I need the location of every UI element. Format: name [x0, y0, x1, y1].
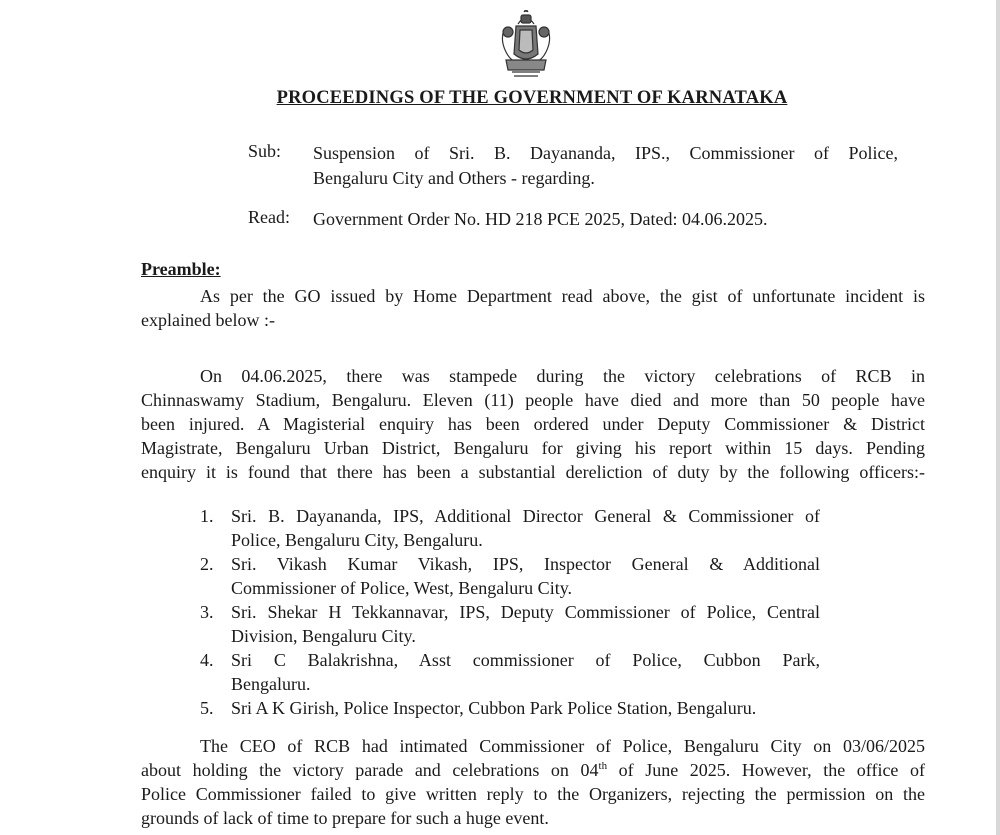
incident-paragraph — [141, 364, 925, 484]
officer-item — [200, 504, 820, 552]
scan-edge-shadow — [996, 0, 1000, 835]
subject-label: Sub: — [248, 141, 282, 161]
officer-list — [200, 504, 820, 720]
officer-number: 2. — [200, 554, 214, 574]
officer-number: 3. — [200, 602, 214, 622]
subject-text — [313, 141, 898, 191]
officer-line-1: Sri. B. Dayananda, IPS, Additional Director General & Commissioner of — [231, 506, 820, 526]
incident-line-1: On 04.06.2025, there was stampede during the victory celebrations of RCB in — [200, 366, 925, 386]
incident-line-3: been injured. A Magisterial enquiry has been ordered under Deputy Commissioner & District — [141, 414, 925, 434]
officer-number: 5. — [200, 698, 214, 718]
read-text: Government Order No. HD 218 PCE 2025, Dated: 04.06.2025. — [313, 209, 768, 229]
page-title: PROCEEDINGS OF THE GOVERNMENT OF KARNATAKA — [276, 88, 788, 108]
preamble-heading: Preamble: — [141, 259, 221, 279]
officer-item — [200, 600, 820, 648]
preamble-line-2: explained below :- — [141, 310, 275, 330]
preamble-paragraph — [141, 284, 925, 332]
subject-line-1: Suspension of Sri. B. Dayananda, IPS., Commissioner of Police, — [313, 143, 898, 163]
officer-line-2: Commissioner of Police, West, Bengaluru City. — [231, 578, 573, 598]
officer-line-1: Sri. Shekar H Tekkannavar, IPS, Deputy Commissioner of Police, Central — [231, 602, 820, 622]
officer-line-2: Police, Bengaluru City, Bengaluru. — [231, 530, 483, 550]
officer-line-2: Bengaluru. — [231, 674, 311, 694]
ceo-line-4: grounds of lack of time to prepare for such a huge event. — [141, 808, 549, 828]
preamble-line-1: As per the GO issued by Home Department read above, the gist of unfortunate incident is — [200, 286, 925, 306]
ceo-line-2 — [141, 758, 925, 782]
officer-number: 1. — [200, 506, 214, 526]
officer-item — [200, 552, 820, 600]
incident-line-4: Magistrate, Bengaluru Urban District, Bengaluru for giving his report within 15 days. Pending — [141, 438, 925, 458]
officer-item — [200, 648, 820, 696]
officer-item — [200, 696, 820, 720]
officer-number: 4. — [200, 650, 214, 670]
ceo-line-2-b: of June 2025. However, the office of — [607, 760, 925, 780]
ceo-line-3: Police Commissioner failed to give written reply to the Organizers, rejecting the permission on the — [141, 784, 925, 804]
ceo-paragraph — [141, 734, 925, 830]
officer-line-1: Sri A K Girish, Police Inspector, Cubbon Park Police Station, Bengaluru. — [231, 698, 757, 718]
officer-line-1: Sri C Balakrishna, Asst commissioner of Police, Cubbon Park, — [231, 650, 820, 670]
read-label: Read: — [248, 207, 290, 227]
incident-line-5: enquiry it is found that there has been a substantial dereliction of duty by the following officers:- — [141, 462, 925, 482]
karnataka-emblem-icon — [494, 10, 558, 80]
ceo-line-2-sup: th — [598, 760, 608, 772]
incident-line-2: Chinnaswamy Stadium, Bengaluru. Eleven (11) people have died and more than 50 people have — [141, 390, 925, 410]
ceo-line-1: The CEO of RCB had intimated Commissioner of Police, Bengaluru City on 03/06/2025 — [200, 736, 925, 756]
ceo-line-2-a: about holding the victory parade and celebrations on 04 — [141, 760, 599, 780]
officer-line-1: Sri. Vikash Kumar Vikash, IPS, Inspector General & Additional — [231, 554, 820, 574]
officer-line-2: Division, Bengaluru City. — [231, 626, 416, 646]
subject-line-2: Bengaluru City and Others - regarding. — [313, 168, 595, 188]
